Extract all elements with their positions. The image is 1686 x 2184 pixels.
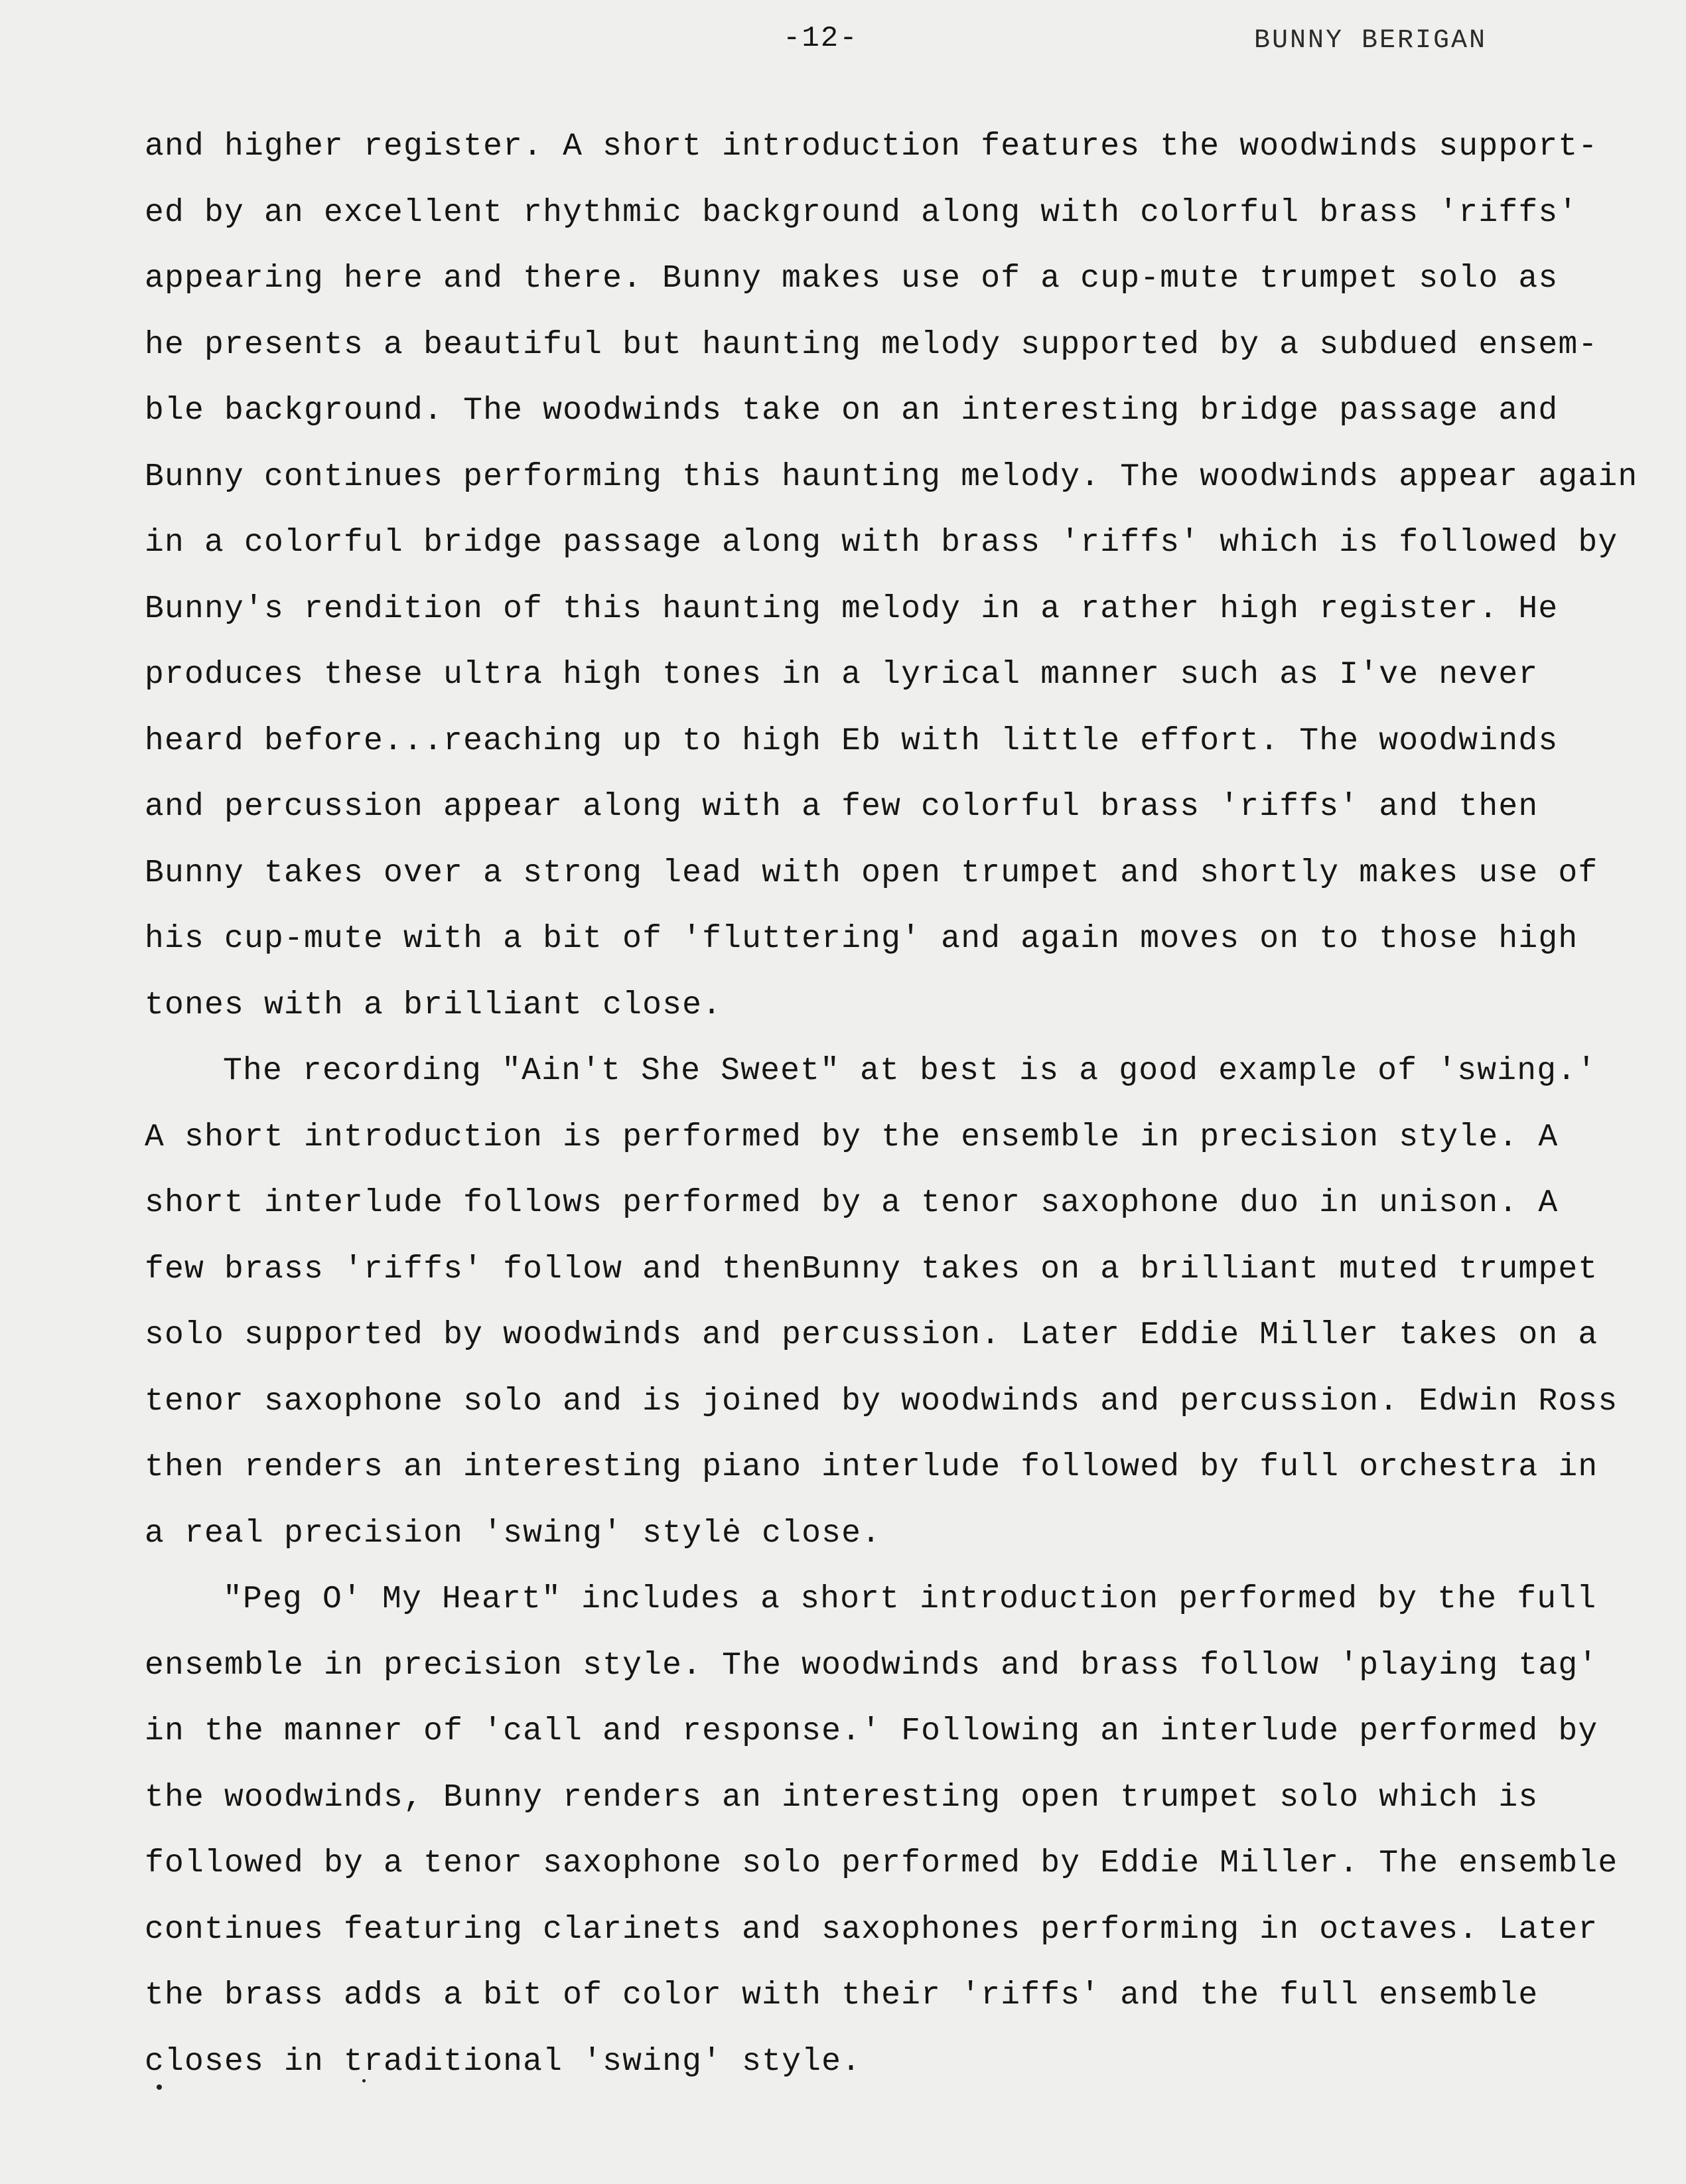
text-line: tenor saxophone solo and is joined by woodwinds and percussion. Edwin Ross: [145, 1383, 1618, 1420]
page-number: -12-: [783, 22, 859, 55]
text-line: the brass adds a bit of color with their 'riffs' and the full ensemble: [145, 1978, 1539, 2013]
text-line: continues featuring clarinets and saxophones performing in octaves. Later: [145, 1911, 1598, 1948]
text-line: solo supported by woodwinds and percussion. Later Eddie Miller takes on a: [145, 1317, 1598, 1353]
text-line: his cup-mute with a bit of 'fluttering' and again moves on to those high: [145, 921, 1579, 957]
text-line: tones with a brilliant close.: [145, 987, 723, 1023]
text-line: then renders an interesting piano interlude followed by full orchestra in: [145, 1449, 1598, 1485]
text-line: few brass 'riffs' follow and thenBunny takes on a brilliant muted trumpet: [145, 1251, 1598, 1287]
text-line: he presents a beautiful but haunting melody supported by a subdued ensem-: [145, 327, 1598, 363]
paragraph-start-line: The recording "Ain't She Sweet" at best is a good example of 'swing.': [223, 1053, 1597, 1089]
text-line: in a colorful bridge passage along with brass 'riffs' which is followed by: [145, 525, 1618, 561]
text-line: in the manner of 'call and response.' Following an interlude performed by: [145, 1713, 1598, 1749]
text-line: heard before...reaching up to high Eb with little effort. The woodwinds: [145, 723, 1559, 759]
text-line: Bunny continues performing this haunting melody. The woodwinds appear again: [145, 459, 1638, 495]
text-line: A short introduction is performed by the ensemble in precision style. A: [145, 1119, 1559, 1155]
ink-speck: [362, 2079, 366, 2082]
text-line: ed by an excellent rhythmic background along with colorful brass 'riffs': [145, 194, 1579, 231]
body-text: [145, 114, 1671, 2095]
text-line: appearing here and there. Bunny makes use of a cup-mute trumpet solo as: [145, 261, 1559, 297]
text-line: a real precision 'swing' stylė close.: [145, 1515, 882, 1552]
text-line: followed by a tenor saxophone solo performed by Eddie Miller. The ensemble: [145, 1846, 1618, 1881]
text-line: Bunny's rendition of this haunting melody in a rather high register. He: [145, 591, 1559, 627]
text-line: produces these ultra high tones in a lyrical manner such as I've never: [145, 657, 1539, 693]
text-line: and percussion appear along with a few colorful brass 'riffs' and then: [145, 789, 1539, 825]
text-line: closes in traditional 'swing' style.: [145, 2043, 862, 2080]
text-line: and higher register. A short introduction features the woodwinds support-: [145, 129, 1598, 165]
ink-speck: [157, 2084, 162, 2090]
text-line: ensemble in precision style. The woodwinds and brass follow 'playing tag': [145, 1647, 1598, 1684]
text-line: ble background. The woodwinds take on an interesting bridge passage and: [145, 393, 1559, 429]
text-line: Bunny takes over a strong lead with open trumpet and shortly makes use of: [145, 855, 1598, 891]
text-line: short interlude follows performed by a tenor saxophone duo in unison. A: [145, 1185, 1559, 1221]
text-line: the woodwinds, Bunny renders an interesting open trumpet solo which is: [145, 1779, 1539, 1816]
running-title: BUNNY BERIGAN: [1254, 26, 1488, 56]
paragraph-start-line: "Peg O' My Heart" includes a short introduction performed by the full: [223, 1581, 1597, 1617]
